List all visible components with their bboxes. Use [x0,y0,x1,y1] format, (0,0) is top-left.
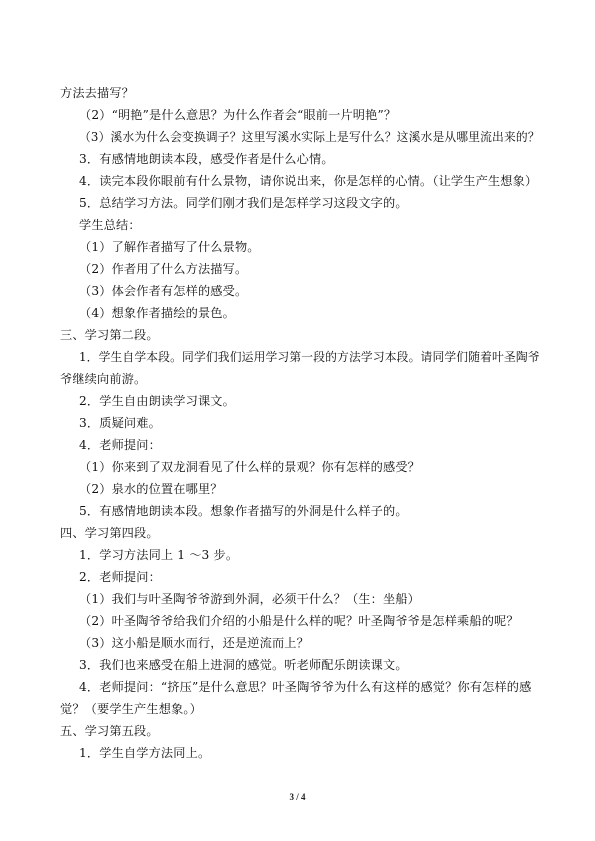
text-line: 4．老师提问：“挤压”是什么意思？叶圣陶爷爷为什么有这样的感觉？你有怎样的感 [79,680,532,694]
text-line: 觉？（要学生产生想象。） [60,702,202,716]
page-number: 3 / 4 [289,792,306,802]
text-line: 2．老师提问： [79,570,161,584]
text-line: （3）溪水为什么会变换调子？这里写溪水实际上是写什么？这溪水是从哪里流出来的？ [79,130,540,144]
text-line: （2）叶圣陶爷爷给我们介绍的小船是什么样的呢？叶圣陶爷爷是怎样乘船的呢？ [79,614,519,628]
section-heading: 五、学习第五段。 [60,724,159,738]
text-line: （2）作者用了什么方法描写。 [79,262,248,276]
text-line: 2．学生自由朗读学习课文。 [79,394,235,408]
text-line: （1）我们与叶圣陶爷爷游到外洞，必须干什么？（生：坐船） [79,592,421,606]
text-line: 1．学生自学本段。同学们我们运用学习第一段的方法学习本段。请同学们随着叶圣陶爷 [79,350,540,364]
text-line: （4）想象作者描绘的景色。 [79,306,235,320]
text-line: 方法去描写？ [60,86,135,100]
text-line: （1）你来到了双龙洞看见了什么样的景观？你有怎样的感受？ [79,460,421,474]
text-line: 学生总结： [79,218,141,232]
text-line: 3．我们也来感受在船上进洞的感觉。听老师配乐朗读课文。 [79,658,408,672]
text-line: 3．质疑问难。 [79,416,161,430]
text-line: 4．读完本段你眼前有什么景物，请你说出来，你是怎样的心情。（让学生产生想象） [79,174,538,188]
section-heading: 三、学习第二段。 [60,328,159,342]
text-line: （2）“明艳”是什么意思？为什么作者会“眼前一片明艳”？ [79,108,397,122]
section-heading: 四、学习第四段。 [60,526,159,540]
text-line: 5．总结学习方法。同学们刚才我们是怎样学习这段文字的。 [79,196,408,210]
text-line: 5．有感情地朗读本段。想象作者描写的外洞是什么样子的。 [79,504,408,518]
text-line: 3．有感情地朗读本段，感受作者是什么心情。 [79,152,334,166]
text-line: 1．学习方法同上 1 ～3 步。 [79,548,239,562]
text-line: （1）了解作者描写了什么景物。 [79,240,260,254]
text-line: 1．学生自学方法同上。 [79,746,211,760]
text-line: （3）体会作者有怎样的感受。 [79,284,248,298]
text-line: 爷继续向前游。 [60,372,147,386]
text-line: （3）这小船是顺水而行，还是逆流而上？ [79,636,309,650]
text-line: （2）泉水的位置在哪里？ [79,482,223,496]
text-line: 4．老师提问： [79,438,161,452]
